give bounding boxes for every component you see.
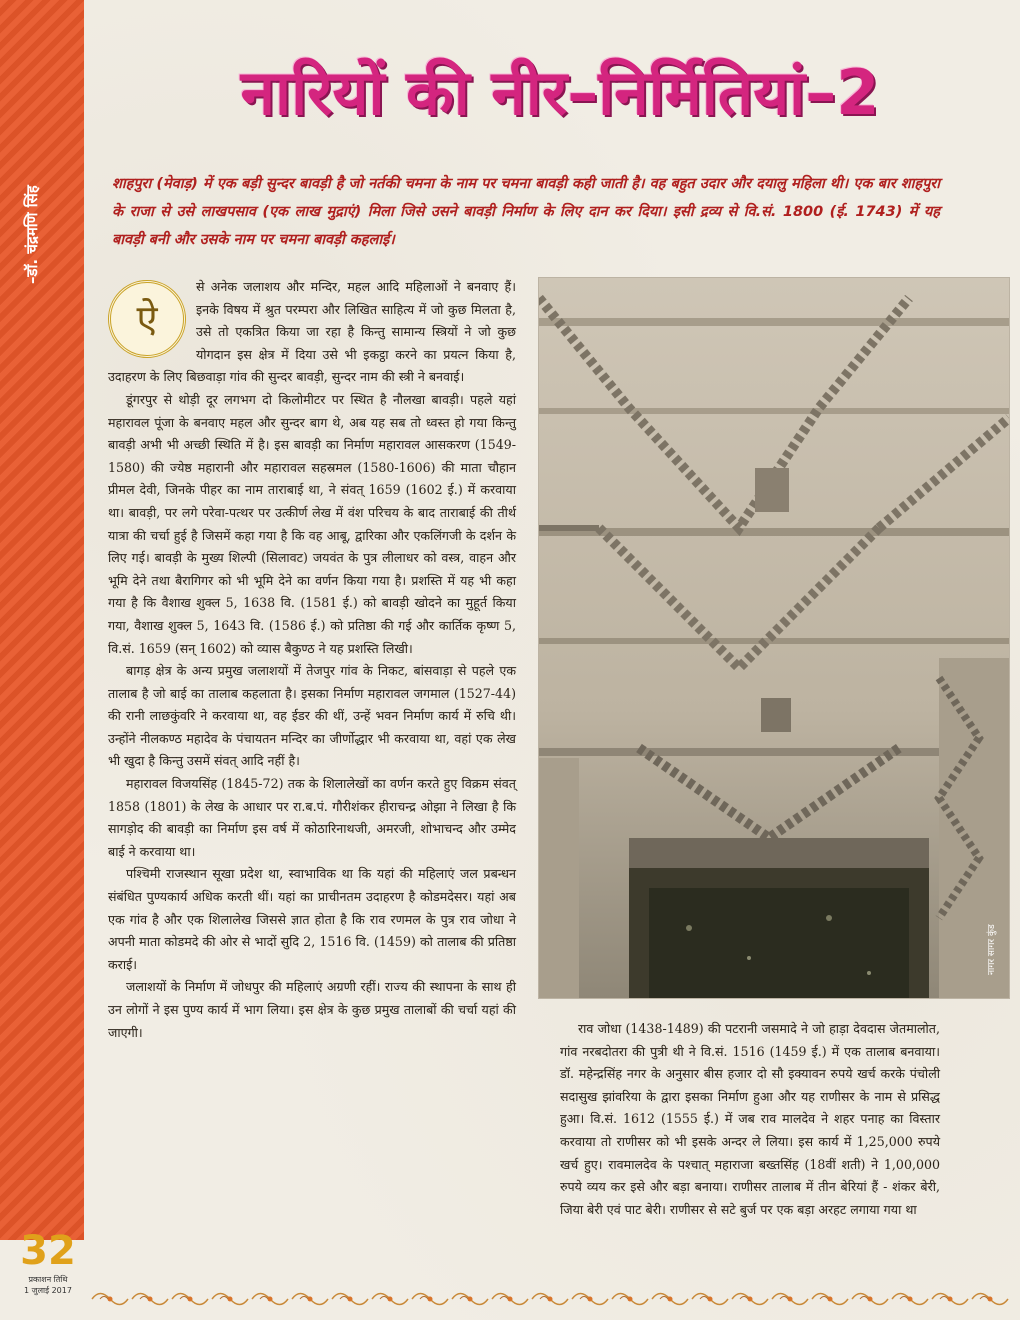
article-title: नारियों की नीर–निर्मितियां–2 [240, 56, 880, 129]
magazine-footer [8, 1274, 88, 1298]
paragraph: महारावल विजयसिंह (1845-72) तक के शिलालेखों का वर्णन करते हुए विक्रम संवत् 1858 (1801) के लेख के आधार पर रा.ब.पं. गौरीशंकर हीराचन्द्र ओझा ने लिखा है कि सागड़ोद की बावड़ी का निर्माण इस वर्ष में कोठारिनाथजी, अमरजी, शोभाचन्द और उम्मेद बाई ने करवाया था। [108, 776, 516, 859]
paragraph-text: से अनेक जलाशय और मन्दिर, महल आदि महिलाओं ने बनवाए हैं। इनके विषय में श्रुत परम्परा और लिखित साहित्य में जो कुछ मिलता है, उसे तो एकत्रित किया जा रहा है किन्तु सामान्य स्त्रियों ने जो कुछ योगदान इस क्षेत्र में दिया उसे भी इकट्ठा करने का प्रयत्न किया है, उदाहरण के लिए बिछवाड़ा गांव की सुन्दर बावड़ी, सुन्दर नाम की स्त्री ने बनवाई। [108, 279, 516, 385]
magazine-date: 1 जुलाई 2017 [24, 1286, 72, 1295]
dropcap-letter: ऐ [108, 280, 186, 358]
magazine-line: प्रकाशन तिथि [28, 1275, 68, 1284]
paragraph: बागड़ क्षेत्र के अन्य प्रमुख जलाशयों में तेजपुर गांव के निकट, बांसवाड़ा से पहले एक तालाब है जो बाई का तालाब कहलाता है। इसका निर्माण महारावल जगमाल (1527-44) की रानी लाछकुंवरि ने करवाया था, वह ईडर की थीं, उन्हें भवन निर्माण कार्य में रुचि थी। उन्होंने नीलकण्ठ महादेव के पंचायतन मन्दिर का जीर्णोद्धार भी करवाया था, वहां एक लेख भी खुदा है किन्तु उसमें संवत् आदि नहीं है। [108, 663, 516, 769]
left-text-column [108, 276, 516, 1256]
photo-credit: नागर सागर कुंड [987, 924, 997, 976]
page-number: 32 [20, 1228, 76, 1274]
paragraph [108, 276, 516, 389]
decorative-border [90, 1284, 1010, 1314]
author-byline: –डॉ. चंद्रमणि सिंह [23, 185, 41, 285]
right-text-column [560, 1018, 940, 1268]
paragraph: डूंगरपुर से थोड़ी दूर लगभग दो किलोमीटर पर स्थित है नौलखा बावड़ी। पहले यहां महारावल पूंजा के बनवाए महल और सुन्दर बाग थे, अब यह सब तो ध्वस्त हो गया किन्तु बावड़ी अभी भी अच्छी स्थिति में है। इस बावड़ी का निर्माण महारावल आसकरण (1549-1580) की ज्येष्ठ महारानी और महारावल सहस्रमल (1580-1606) की माता चौहान प्रीमल देवी, जिनके पीहर का नाम ताराबाई था, ने संवत् 1659 (1602 ई.) में करवाया था। बावड़ी, पर लगे परेवा-पत्थर पर उत्कीर्ण लेख में वंश परिचय के बाद ताराबाई की तीर्थ यात्रा की चर्चा हुई है जिसमें कहा गया है कि वह आबू, द्वारिका और एकलिंगजी के दर्शन के लिए गई। बावड़ी के मुख्य शिल्पी (सिलावट) जयवंत के पुत्र लीलाधर को वस्त्र, वाहन और भूमि देने तथा बैरागिगर को भी भूमि देने का वर्णन किया गया है। प्रशस्ति में यह भी कहा गया है कि वैशाख शुक्ल 5, 1638 वि. (1581 ई.) को बावड़ी खोदने का मुहूर्त किया गया, वैशाख शुक्ल 5, 1643 वि. (1586 ई.) को प्रतिष्ठा की गई और कार्तिक कृष्ण 5, वि.सं. 1659 (सन् 1602) को व्यास बैकुण्ठ ने यह प्रशस्ति लिखी। [108, 391, 516, 656]
paragraph: पश्चिमी राजस्थान सूखा प्रदेश था, स्वाभाविक था कि यहां की महिलाएं जल प्रबन्धन संबंधित पुण्यकार्य अधिक करती थीं। यहां का प्राचीनतम उदाहरण है कोडमदेसर। यहां अब एक गांव है और एक शिलालेख जिससे ज्ञात होता है कि राव रणमल के पुत्र राव जोधा ने अपनी माता कोडमदे की ओर से भादों सुदि 2, 1516 वि. (1459) को तालाब की प्रतिष्ठा कराई। [108, 866, 516, 972]
article-intro: शाहपुरा (मेवाड़) में एक बड़ी सुन्दर बावड़ी है जो नर्तकी चमना के नाम पर चमना बावड़ी कही जाती है। वह बहुत उदार और दयालु महिला थी। एक बार शाहपुरा के राजा से उसे लाखपसाव (एक लाख मुद्राएं) मिला जिसे उसने बावड़ी निर्माण के लिए दान कर दिया। इसी द्रव्य से वि.सं. 1800 (ई. 1743) में यह बावड़ी बनी और उसके नाम पर चमना बावड़ी कहलाई। [112, 176, 940, 248]
stepwell-photo [538, 277, 1010, 999]
stepwell-illustration [539, 278, 1009, 998]
paragraph: राव जोधा (1438-1489) की पटरानी जसमादे ने जो हाड़ा देवदास जेतमालोत, गांव नरबदोतरा की पुत्री थी ने वि.सं. 1516 (1459 ई.) में एक तालाब बनवाया। डॉ. महेन्द्रसिंह नगर के अनुसार बीस हजार दो सौ इक्यावन रुपये खर्च करके पंचोली सदासुख झांवरिया के द्वारा इसका निर्माण हुआ और यह राणीसर के नाम से प्रसिद्ध हुआ। वि.सं. 1612 (1555 ई.) में जब राव मालदेव ने शहर पनाह का विस्तार करवाया तो राणीसर को भी इसके अन्दर ले लिया। इस कार्य में 1,25,000 रुपये खर्च हुए। रावमालदेव के पश्चात् महाराजा बख्तसिंह (18वीं शती) ने 1,00,000 रुपये व्यय कर इसे और बड़ा बनाया। राणीसर तालाब में तीन बेरियां हैं - शंकर बेरी, जिया बेरी एवं पाट बेरी। राणीसर से सटे बुर्ज पर एक बड़ा अरहट लगाया गया था [560, 1021, 940, 1217]
paragraph: जलाशयों के निर्माण में जोधपुर की महिलाएं अग्रणी रहीं। राज्य की स्थापना के साथ ही उन लोगों ने इस पुण्य कार्य में भाग लिया। इस क्षेत्र के कुछ प्रमुख तालाबों की चर्चा यहां की जाएगी। [108, 979, 516, 1040]
